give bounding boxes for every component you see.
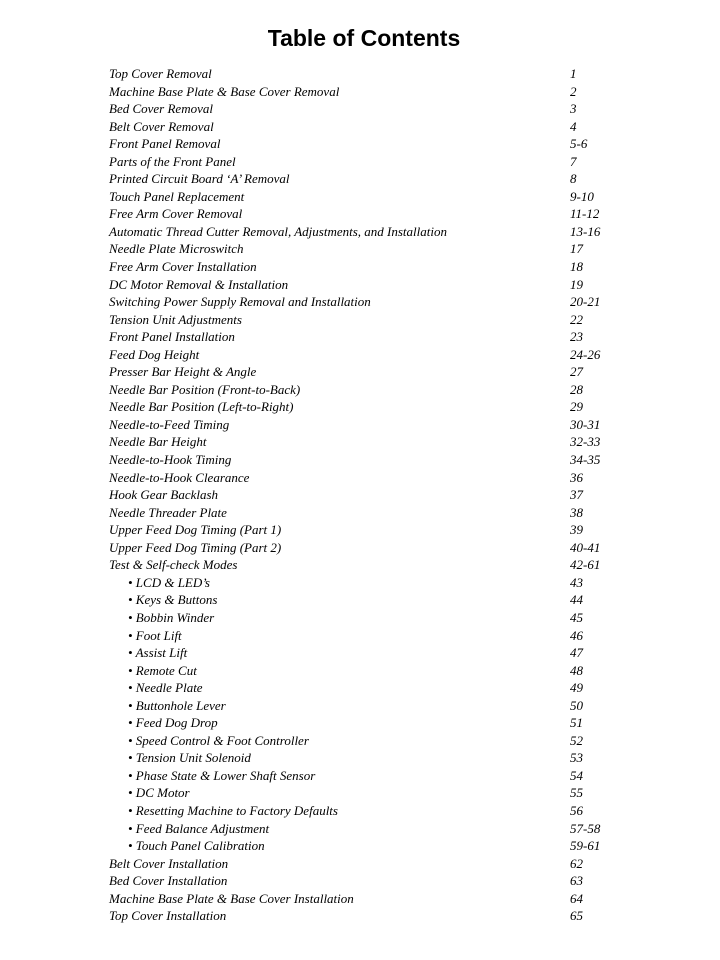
- toc-subentry: [109, 627, 629, 645]
- toc-entry-title: • Speed Control & Foot Controller: [128, 732, 309, 748]
- toc-entry-title: Needle Bar Height: [109, 434, 207, 450]
- toc-entry-page: 9-10: [570, 188, 594, 204]
- toc-subentry: [109, 591, 629, 609]
- toc-entry-page: 2: [570, 83, 577, 99]
- toc-entry-title: Touch Panel Replacement: [109, 188, 245, 204]
- toc-subentry: [109, 802, 629, 820]
- toc-subentry: [109, 714, 629, 732]
- toc-entry: [109, 65, 629, 83]
- toc-entry-page: 8: [570, 171, 577, 187]
- toc-entry: [109, 521, 629, 539]
- toc-entry-page: 36: [570, 469, 583, 485]
- toc-entry-page: 57-58: [570, 820, 601, 836]
- toc-entry: [109, 328, 629, 346]
- toc-entry-page: 43: [570, 574, 583, 590]
- toc-entry: [109, 258, 629, 276]
- toc-entry-page: 28: [570, 381, 583, 397]
- toc-entry-page: 44: [570, 592, 583, 608]
- toc-entry-title: • Tension Unit Solenoid: [128, 750, 251, 766]
- toc-entry-title: Upper Feed Dog Timing (Part 2): [109, 539, 282, 555]
- toc-entry-title: Belt Cover Installation: [109, 855, 229, 871]
- toc-entry: [109, 398, 629, 416]
- toc-entry: [109, 83, 629, 101]
- toc-entry-title: • Touch Panel Calibration: [128, 838, 265, 854]
- toc-entry-page: 56: [570, 802, 583, 818]
- page-title: Table of Contents: [267, 25, 461, 51]
- toc-entry-title: • Needle Plate: [128, 680, 203, 696]
- toc-entry-page: 3: [570, 101, 577, 117]
- toc-entry-page: 65: [570, 908, 583, 924]
- toc-entry: [109, 539, 629, 557]
- toc-entry-page: 4: [570, 118, 577, 134]
- toc-entry-page: 18: [570, 259, 583, 275]
- toc-entry: [109, 205, 629, 223]
- toc-entry-page: 46: [570, 627, 583, 643]
- toc-entry-title: • LCD & LED’s: [128, 574, 210, 590]
- toc-entry-page: 7: [570, 153, 577, 169]
- toc-entry: [109, 504, 629, 522]
- toc-entry: [109, 363, 629, 381]
- toc-entry-page: 22: [570, 311, 583, 327]
- toc-entry: [109, 135, 629, 153]
- toc-entry-page: 24-26: [570, 346, 601, 362]
- toc-entry-page: 52: [570, 732, 583, 748]
- toc-entry-title: Needle-to-Feed Timing: [109, 416, 230, 432]
- toc-entry-title: • DC Motor: [128, 785, 190, 801]
- toc-entry: [109, 240, 629, 258]
- toc-entry-page: 19: [570, 276, 583, 292]
- toc-subentry: [109, 574, 629, 592]
- toc-entry-page: 32-33: [570, 434, 601, 450]
- toc-subentry: [109, 767, 629, 785]
- toc-entry-title: Free Arm Cover Installation: [109, 259, 257, 275]
- toc-entry-title: Feed Dog Height: [109, 346, 200, 362]
- toc-entry-page: 51: [570, 715, 583, 731]
- toc-entry-title: Needle Bar Position (Left-to-Right): [109, 399, 294, 415]
- toc-entry-title: Printed Circuit Board ‘A’ Removal: [109, 171, 290, 187]
- toc-entry-title: • Bobbin Winder: [128, 609, 215, 625]
- toc-entry-page: 27: [570, 364, 583, 380]
- toc-entry-page: 48: [570, 662, 583, 678]
- toc-entry: [109, 433, 629, 451]
- toc-entry-page: 11-12: [570, 206, 600, 222]
- toc-entry: [109, 170, 629, 188]
- toc-entry-title: Top Cover Removal: [109, 66, 212, 81]
- toc-entry-title: Machine Base Plate & Base Cover Removal: [109, 83, 340, 99]
- toc-subentry: [109, 609, 629, 627]
- toc-entry-title: Switching Power Supply Removal and Installation: [109, 294, 371, 310]
- toc-subentry: [109, 697, 629, 715]
- toc-entry-title: Front Panel Removal: [109, 136, 221, 152]
- toc-entry-page: 38: [570, 504, 583, 520]
- toc-subentry: [109, 679, 629, 697]
- toc-entry-page: 1: [570, 66, 577, 81]
- toc-entry-page: 23: [570, 329, 583, 345]
- toc-subentry: [109, 732, 629, 750]
- toc-entry: [109, 556, 629, 574]
- toc-entry-title: Bed Cover Installation: [109, 873, 228, 889]
- toc-subentry: [109, 784, 629, 802]
- toc-subentry: [109, 749, 629, 767]
- toc-entry-title: Machine Base Plate & Base Cover Installation: [109, 890, 354, 906]
- toc-subentry: [109, 662, 629, 680]
- toc-entry-title: Upper Feed Dog Timing (Part 1): [109, 522, 282, 538]
- toc-entry-title: Parts of the Front Panel: [109, 153, 236, 169]
- toc-entry-title: • Keys & Buttons: [128, 592, 218, 608]
- toc-entry: [109, 153, 629, 171]
- toc-entry-title: • Assist Lift: [128, 645, 188, 661]
- toc-entry-title: • Feed Balance Adjustment: [128, 820, 270, 836]
- toc-entry: [109, 381, 629, 399]
- toc-entry-page: 45: [570, 609, 583, 625]
- toc-entry-page: 29: [570, 399, 583, 415]
- toc-entry: [109, 293, 629, 311]
- toc-entry: [109, 100, 629, 118]
- toc-subentry: [109, 644, 629, 662]
- toc-entry-title: Needle Threader Plate: [109, 504, 227, 520]
- toc-entry-page: 50: [570, 697, 583, 713]
- toc-entry-page: 39: [570, 522, 583, 538]
- toc-entry: [109, 855, 629, 873]
- toc-entry-title: Belt Cover Removal: [109, 118, 214, 134]
- toc-entry-page: 30-31: [570, 416, 601, 432]
- toc-entry-page: 5-6: [570, 136, 588, 152]
- toc-entry-page: 47: [570, 645, 583, 661]
- toc-entry: [109, 469, 629, 487]
- toc-entry-title: • Foot Lift: [128, 627, 182, 643]
- toc-entry-title: Test & Self-check Modes: [109, 557, 238, 573]
- toc-entry: [109, 451, 629, 469]
- toc-entry-title: Top Cover Installation: [109, 908, 227, 924]
- toc-entry-page: 34-35: [570, 452, 601, 468]
- toc-entry-title: Hook Gear Backlash: [109, 487, 219, 503]
- toc-entry-page: 17: [570, 241, 583, 257]
- toc-entry-title: DC Motor Removal & Installation: [109, 276, 289, 292]
- toc-entry: [109, 890, 629, 908]
- toc-entry-title: Needle-to-Hook Clearance: [109, 469, 250, 485]
- toc-entry: [109, 486, 629, 504]
- toc-entry: [109, 416, 629, 434]
- toc-entry-title: Needle Bar Position (Front-to-Back): [109, 381, 301, 397]
- toc-entry-title: • Remote Cut: [128, 662, 197, 678]
- toc-entry-page: 37: [570, 487, 583, 503]
- toc-entry-page: 55: [570, 785, 583, 801]
- toc-entry-title: Needle Plate Microswitch: [109, 241, 244, 257]
- toc-entry: [109, 118, 629, 136]
- toc-entry-page: 49: [570, 680, 583, 696]
- toc-entry-page: 13-16: [570, 223, 601, 239]
- toc-subentry: [109, 837, 629, 855]
- toc-entry-title: Bed Cover Removal: [109, 101, 213, 117]
- toc-entry-page: 54: [570, 767, 583, 783]
- toc-entry-title: • Feed Dog Drop: [128, 715, 218, 731]
- toc-entry-title: • Phase State & Lower Shaft Sensor: [128, 767, 316, 783]
- toc-entry: [109, 311, 629, 329]
- toc-list: [109, 65, 629, 925]
- toc-entry-page: 62: [570, 855, 583, 871]
- toc-entry-title: • Buttonhole Lever: [128, 697, 226, 713]
- toc-entry: [109, 276, 629, 294]
- toc-entry-page: 63: [570, 873, 583, 889]
- toc-entry-page: 59-61: [570, 838, 601, 854]
- toc-entry-page: 64: [570, 890, 583, 906]
- toc-entry-page: 53: [570, 750, 583, 766]
- toc-entry-page: 40-41: [570, 539, 601, 555]
- toc-entry: [109, 346, 629, 364]
- toc-subentry: [109, 820, 629, 838]
- toc-entry: [109, 188, 629, 206]
- toc-entry-title: Front Panel Installation: [109, 329, 235, 345]
- toc-entry-title: Needle-to-Hook Timing: [109, 452, 232, 468]
- toc-entry-title: Tension Unit Adjustments: [109, 311, 242, 327]
- toc-entry-title: Free Arm Cover Removal: [109, 206, 243, 222]
- toc-entry-page: 42-61: [570, 557, 601, 573]
- toc-entry: [109, 872, 629, 890]
- toc-entry: [109, 907, 629, 925]
- toc-entry-page: 20-21: [570, 294, 601, 310]
- toc-entry-title: Presser Bar Height & Angle: [109, 364, 257, 380]
- toc-entry-title: • Resetting Machine to Factory Defaults: [128, 802, 338, 818]
- toc-entry-title: Automatic Thread Cutter Removal, Adjustments, and Installation: [109, 223, 447, 239]
- toc-entry: [109, 223, 629, 241]
